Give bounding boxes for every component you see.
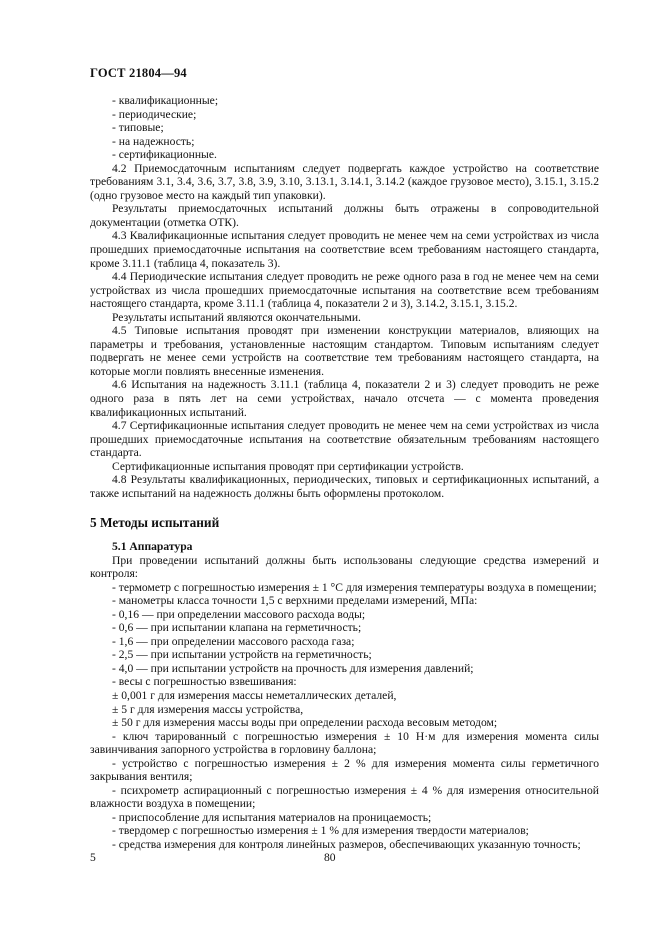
document-header: ГОСТ 21804—94	[90, 66, 187, 80]
paragraph: - средства измерения для контроля линейных размеров, обеспечивающих указанную точность;	[112, 837, 581, 851]
paragraph: - сертификационные.	[112, 148, 217, 162]
paragraph: Сертификационные испытания проводят при сертификации устройств.	[112, 459, 464, 473]
paragraph: 4.5 Типовые испытания проводят при изменении конструкции материалов, влияющих на параметры и требования, установленные настоящим стандартом. Типовым испытаниям следует подвергать не менее семи устройств на соответствие тем требованиям настоящего стандарта, на которые могли повлиять внесенные изменения.	[90, 324, 599, 378]
body-text	[90, 94, 599, 852]
paragraph: - психрометр аспирационный с погрешностью измерения ± 4 % для измерения относительной влажности воздуха в помещении;	[90, 783, 599, 811]
paragraph: - твердомер с погрешностью измерения ± 1 % для измерения твердости материалов;	[112, 824, 529, 838]
page-number: 80	[324, 851, 336, 864]
paragraph: - 0,6 — при испытании клапана на герметичность;	[112, 621, 362, 635]
paragraph: Результаты приемосдаточных испытаний должны быть отражены в сопроводительной документации (отметка ОТК).	[90, 202, 599, 229]
paragraph: - 2,5 — при испытании устройств на герметичность;	[112, 648, 372, 662]
paragraph: ± 5 г для измерения массы устройства,	[112, 702, 304, 716]
paragraph: - ключ тарированный с погрешностью измерения ± 10 Н·м для измерения момента силы завинчивания запорного устройства в горловину баллона;	[90, 729, 599, 757]
paragraph: - весы с погрешностью взвешивания:	[112, 675, 297, 689]
paragraph: 4.3 Квалификационные испытания следует проводить не менее чем на семи устройствах из числа прошедших приемосдаточные испытания на соответствие всем требованиям настоящего стандарта, кроме 3.11.1 (таблица 4, показатель 3).	[90, 229, 599, 270]
paragraph: - термометр с погрешностью измерения ± 1 °С для измерения температуры воздуха в помещении;	[112, 580, 597, 594]
paragraph: 4.4 Периодические испытания следует проводить не реже одного раза в год не менее чем на семи устройствах из числа прошедших приемосдаточные испытания на соответствие всем требованиям настоящего стандарта, кроме 3.11.1 (таблица 4, показатели 2 и 3), 3.14.2, 3.15.1, 3.15.2.	[90, 270, 599, 311]
footer-left-number: 5	[90, 851, 96, 864]
paragraph: - квалификационные;	[112, 94, 219, 107]
paragraph: - устройство с погрешностью измерения ± 2 % для измерения момента силы герметичного закрывания вентиля;	[90, 756, 599, 784]
paragraph: - приспособление для испытания материалов на проницаемость;	[112, 810, 432, 824]
paragraph: - на надежность;	[112, 134, 195, 148]
paragraph: ± 0,001 г для измерения массы неметаллических деталей,	[112, 688, 397, 702]
paragraph: - 1,6 — при определении массового расхода газа;	[112, 634, 355, 648]
paragraph: 4.6 Испытания на надежность 3.11.1 (таблица 4, показатели 2 и 3) следует проводить не реже одного раза в пять лет на семи устройствах, начало отсчета — с момента проведения квалификационных испытаний.	[90, 378, 599, 419]
paragraph: 4.2 Приемосдаточным испытаниям следует подвергать каждое устройство на соответствие требованиям 3.1, 3.4, 3.6, 3.7, 3.8, 3.9, 3.10, 3.13.1, 3.14.1, 3.14.2 (каждое грузовое место), 3.15.1, 3.15.2 (одно грузовое место на каждый тип упаковки).	[90, 161, 599, 202]
paragraph: При проведении испытаний должны быть использованы следующие средства измерений и контроля:	[90, 553, 599, 581]
paragraph: - 4,0 — при испытании устройств на прочность для измерения давлений;	[112, 661, 474, 675]
paragraph: 4.7 Сертификационные испытания следует проводить не менее чем на семи устройствах из числа прошедших приемосдаточные испытания на соответствие обязательным требованиям настоящего стандарта.	[90, 419, 599, 460]
paragraph: Результаты испытаний являются окончательными.	[112, 310, 361, 324]
paragraph: 4.8 Результаты квалификационных, периодических, типовых и сертификационных испытаний, а также испытаний на надежность должны быть оформлены протоколом.	[90, 473, 599, 500]
paragraph: - манометры класса точности 1,5 с верхними пределами измерений, МПа:	[112, 594, 478, 608]
subsection-heading: 5.1 Аппаратура	[112, 539, 193, 553]
paragraph: - 0,16 — при определении массового расхода воды;	[112, 607, 366, 621]
paragraph: ± 50 г для измерения массы воды при определении расхода весовым методом;	[112, 716, 498, 730]
paragraph: - типовые;	[112, 121, 164, 135]
section-heading: 5 Методы испытаний	[90, 515, 220, 531]
paragraph: - периодические;	[112, 107, 197, 121]
